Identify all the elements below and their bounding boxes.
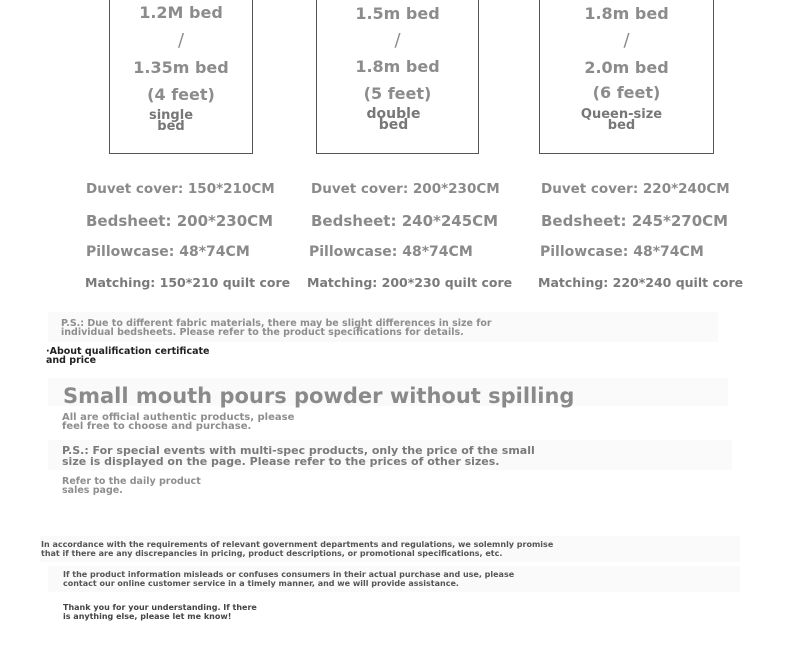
bed-size-line1: 1.2M bed (139, 3, 223, 22)
bed-size-feet: (4 feet) (147, 85, 215, 104)
bed-size-slash: / (177, 30, 185, 51)
bedsheet-spec: Bedsheet: 245*270CM (541, 212, 729, 230)
bedsheet-spec: Bedsheet: 240*245CM (311, 212, 499, 230)
bed-size-slash: / (623, 30, 630, 51)
bed-size-feet: (6 feet) (592, 83, 661, 102)
headline: Small mouth pours powder without spilling (63, 384, 575, 408)
special-events-note: P.S.: For special events with multi-spec products, only the price of the small size is displayed on the page. Please refer to the prices of other sizes. (62, 444, 535, 468)
bed-size-feet: (5 feet) (363, 84, 432, 103)
pillowcase-spec: Pillowcase: 48*74CM (309, 244, 473, 260)
bed-size-line2: 1.35m bed (133, 58, 229, 77)
bed-type-label: single bed (148, 108, 194, 134)
bed-size-box-3 (539, 0, 714, 154)
bed-size-box-1 (109, 0, 253, 154)
matching-spec: Matching: 220*240 quilt core (538, 275, 744, 290)
matching-spec: Matching: 200*230 quilt core (307, 275, 513, 290)
duvet-cover-spec: Duvet cover: 150*210CM (86, 181, 275, 197)
bed-type-label: double bed (366, 106, 421, 133)
bed-size-line1: 1.5m bed (355, 4, 440, 23)
authentic-note: All are official authentic products, please feel free to choose and purchase. (62, 412, 295, 432)
bed-type-label: Queen-size bed (580, 107, 663, 133)
regulation-promise-note: In accordance with the requirements of relevant government departments and regulations, we solemnly promise that if there are any discrepancies in pricing, product descriptions, or promotional specifications, etc. (41, 540, 554, 558)
duvet-cover-spec: Duvet cover: 220*240CM (541, 181, 730, 197)
bed-size-line2: 1.8m bed (355, 57, 440, 76)
bedsheet-spec: Bedsheet: 200*230CM (86, 212, 274, 230)
daily-sales-note: Refer to the daily product sales page. (62, 476, 201, 496)
pillowcase-spec: Pillowcase: 48*74CM (540, 244, 704, 260)
bed-size-slash: / (394, 30, 401, 51)
bed-size-box-2 (316, 0, 479, 154)
thank-you-note: Thank you for your understanding. If there is anything else, please let me know! (63, 603, 257, 621)
customer-service-note: If the product information misleads or confuses consumers in their actual purchase and use, please contact our online customer service in a timely manner, and we will provide assistance. (63, 570, 515, 588)
matching-spec: Matching: 150*210 quilt core (85, 275, 291, 290)
size-difference-note: P.S.: Due to different fabric materials, there may be slight differences in size for individual bedsheets. Please refer to the product specifications for details. (61, 318, 492, 338)
duvet-cover-spec: Duvet cover: 200*230CM (311, 181, 500, 197)
bed-size-line2: 2.0m bed (584, 58, 669, 77)
pillowcase-spec: Pillowcase: 48*74CM (86, 244, 250, 260)
bed-size-line1: 1.8m bed (584, 4, 669, 23)
qualification-heading: ·About qualification certificate and price (46, 346, 210, 366)
